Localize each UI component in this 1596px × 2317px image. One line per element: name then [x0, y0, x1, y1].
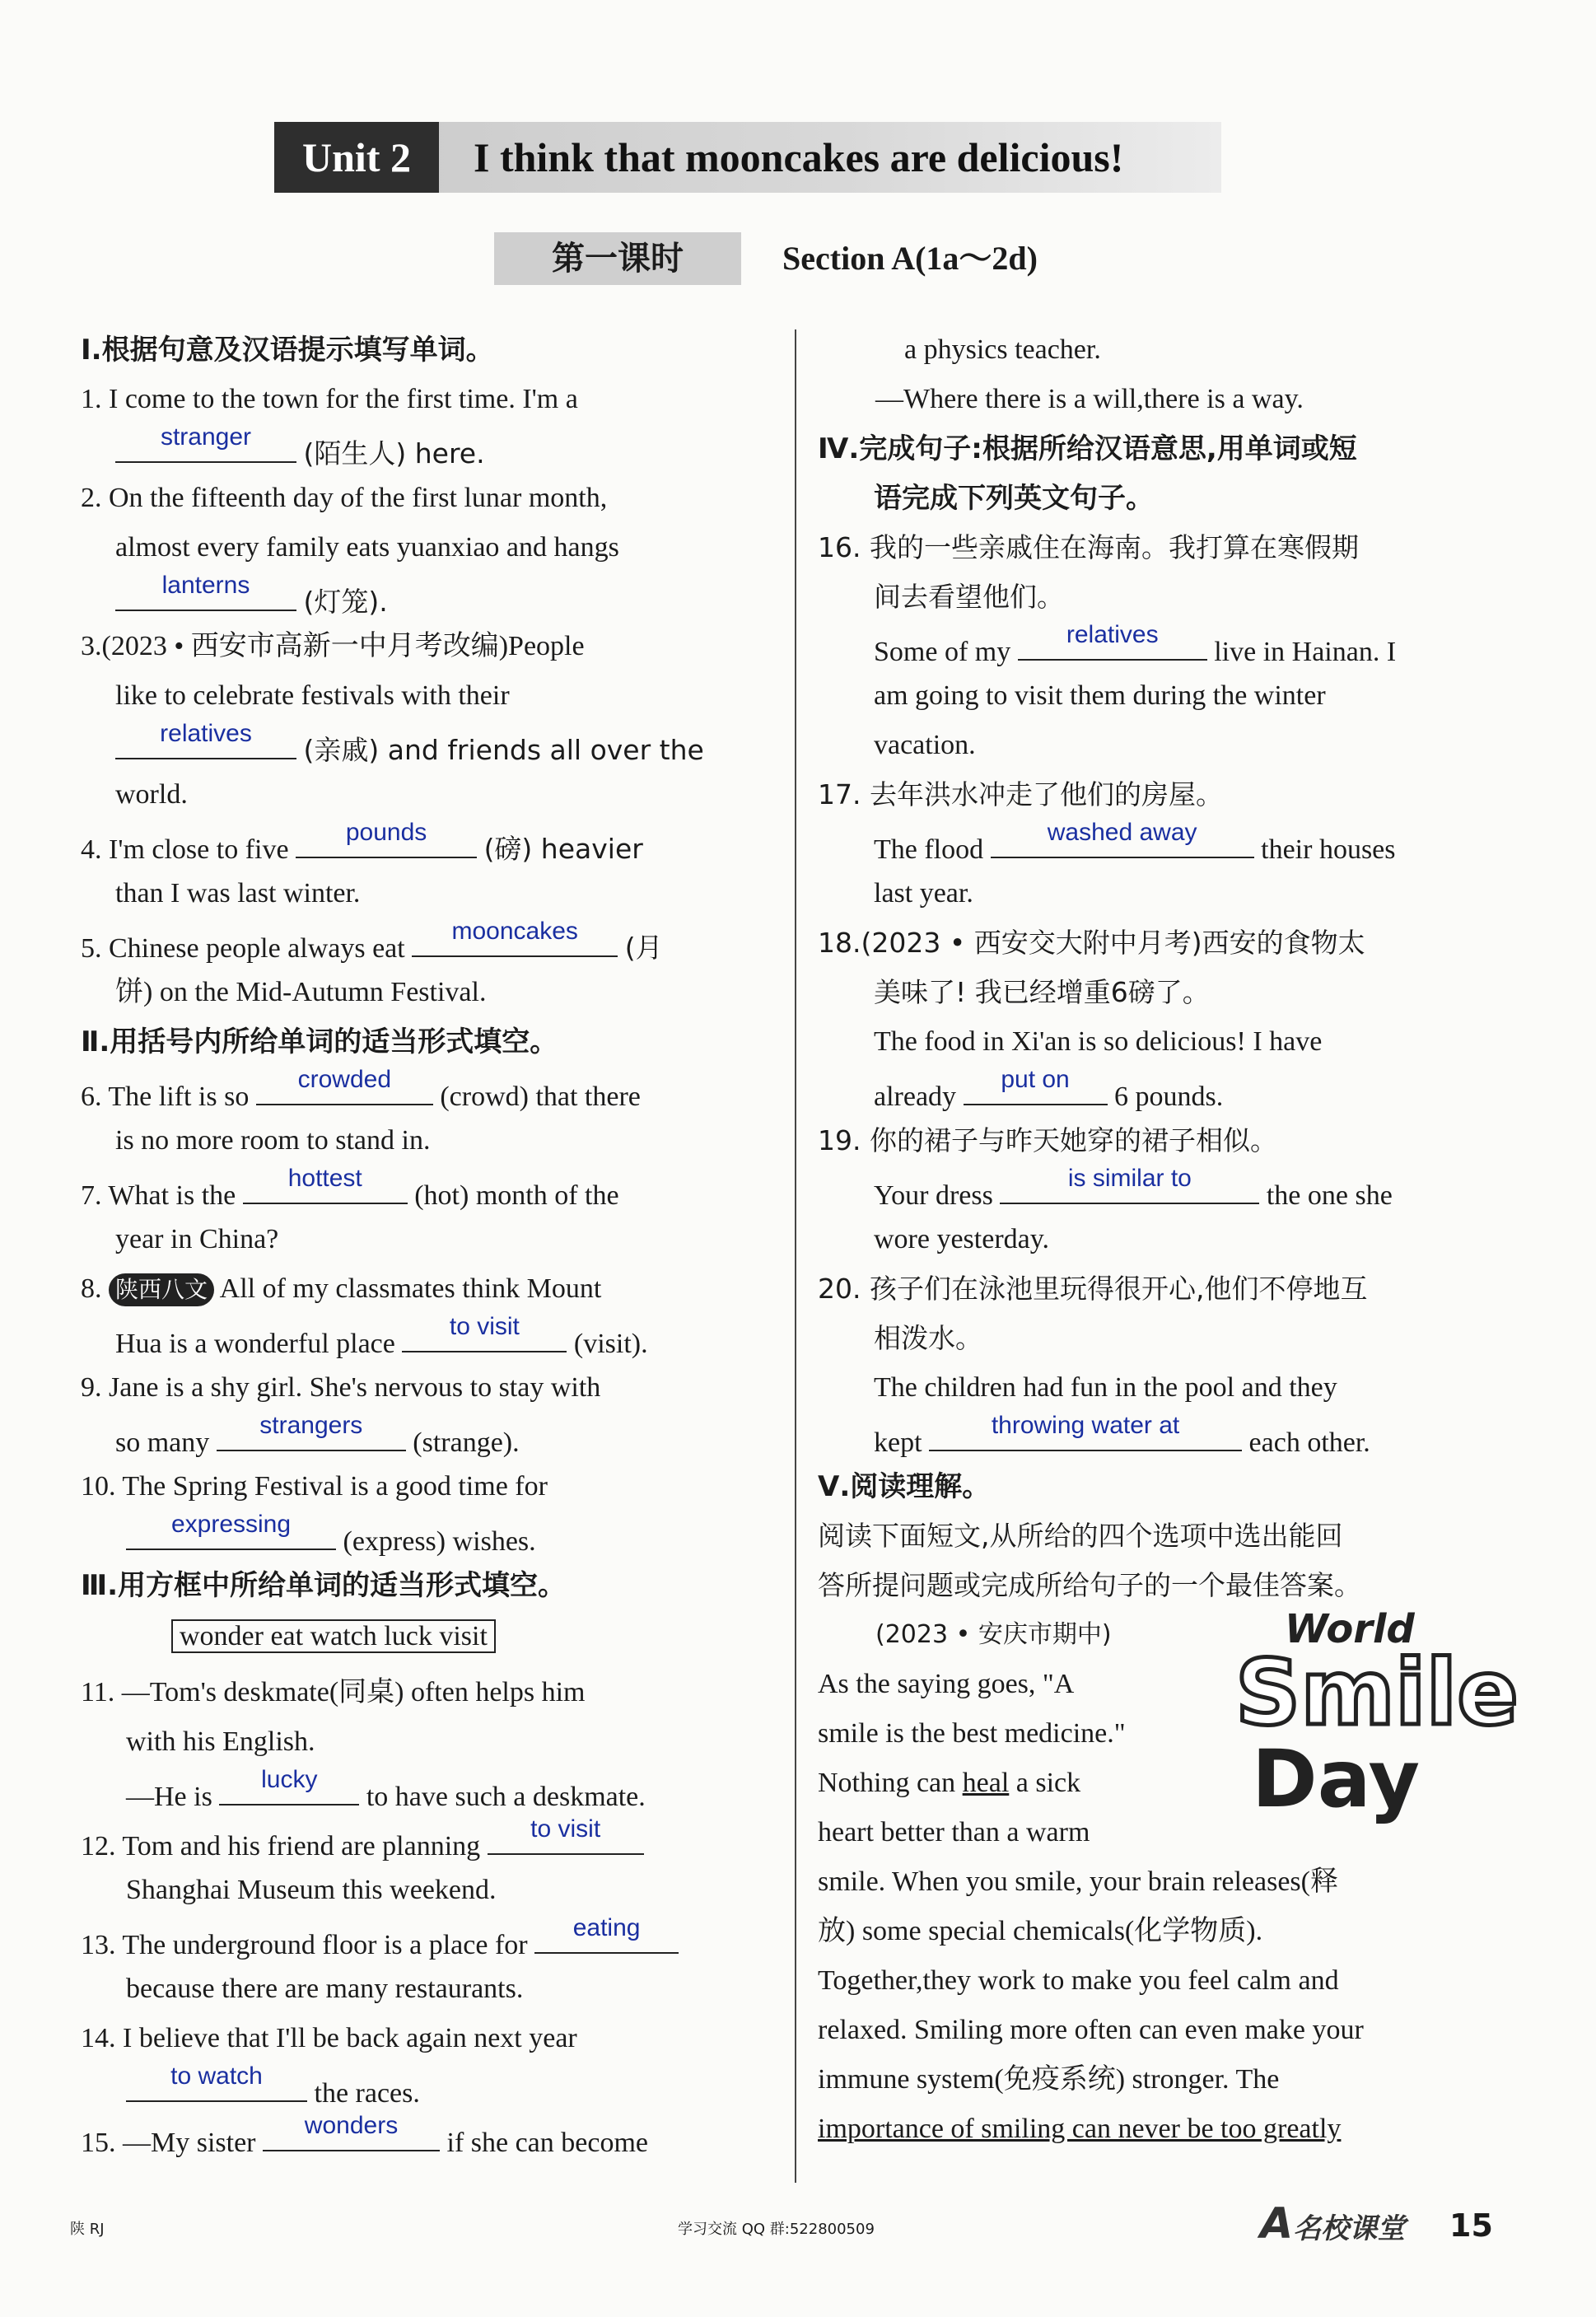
section-title: Section A(1a～2d) — [782, 240, 1038, 277]
passage-line: heart better than a warm — [818, 1817, 1090, 1848]
world-smile-day-image: World Smile Day — [1235, 1606, 1519, 1825]
passage-line: immune system(免疫系统) stronger. The — [818, 2064, 1280, 2095]
answer-blank[interactable]: hottest — [243, 1170, 408, 1204]
answer-blank[interactable]: put on — [964, 1071, 1108, 1105]
question-20-cont: kept throwing water at each other. — [874, 1412, 1370, 1458]
unit-label: Unit 2 — [274, 122, 439, 193]
answer-blank[interactable]: expressing — [126, 1516, 336, 1550]
question-3-cont: world. — [115, 779, 188, 810]
page-number: 15 — [1449, 2207, 1493, 2244]
passage-line: 放) some special chemicals(化学物质). — [818, 1916, 1263, 1946]
section-heading: Ⅱ.用括号内所给单词的适当形式填空。 — [81, 1025, 558, 1058]
footer-edition: 陕 RJ — [70, 2221, 105, 2238]
question-17: 17. 去年洪水冲走了他们的房屋。 — [818, 778, 1223, 810]
answer-blank[interactable]: strangers — [217, 1417, 406, 1451]
passage-line: relaxed. Smiling more often can even make your — [818, 2015, 1364, 2045]
question-20: 20. 孩子们在泳池里玩得很开心,他们不停地互 — [818, 1273, 1368, 1305]
region-tag: 陕西八文 — [109, 1273, 214, 1306]
question-19-cont: Your dress is similar to the one she — [874, 1165, 1393, 1211]
answer-blank[interactable]: crowded — [256, 1071, 433, 1105]
unit-title: I think that mooncakes are delicious! — [474, 134, 1124, 180]
answer-blank[interactable]: washed away — [991, 824, 1254, 858]
question-4-cont: than I was last winter. — [115, 878, 361, 909]
footer-qq-group: 学习交流 QQ 群:522800509 — [678, 2221, 875, 2238]
question-16-cont: Some of my relatives live in Hainan. I — [874, 621, 1397, 667]
passage-line: importance of smiling can never be too greatly — [818, 2114, 1342, 2144]
answer-blank[interactable]: relatives — [115, 725, 296, 759]
question-2-cont: almost every family eats yuanxiao and hangs — [115, 532, 619, 563]
section-heading: Ⅲ.用方框中所给单词的适当形式填空。 — [81, 1569, 567, 1602]
question-4: 4. I'm close to five pounds (磅) heavier — [81, 819, 643, 865]
answer-blank[interactable]: mooncakes — [412, 923, 618, 957]
logo-a-icon: A — [1260, 2199, 1294, 2249]
question-3-cont: like to celebrate festivals with their — [115, 680, 510, 711]
section-heading: Ⅴ.阅读理解。 — [818, 1470, 991, 1503]
reading-instruction: 答所提问题或完成所给句子的一个最佳答案。 — [818, 1569, 1361, 1601]
answer-blank[interactable]: lanterns — [115, 577, 296, 611]
question-12: 12. Tom and his friend are planning to visit — [81, 1820, 644, 1867]
question-6-cont: is no more room to stand in. — [115, 1125, 431, 1156]
question-16-cont: 间去看望他们。 — [874, 581, 1064, 613]
answer-blank[interactable]: to visit — [488, 1820, 644, 1855]
section-heading: Ⅰ.根据句意及汉语提示填写单词。 — [81, 334, 494, 367]
answer-blank[interactable]: pounds — [296, 824, 477, 858]
question-2-cont: lanterns (灯笼). — [115, 577, 388, 624]
question-6: 6. The lift is so crowded (crowd) that there — [81, 1066, 641, 1112]
question-16: 16. 我的一些亲戚住在海南。我打算在寒假期 — [818, 531, 1359, 563]
question-3: 3.(2023 • 西安市高新一中月考改编)People — [81, 631, 585, 661]
question-18: 18.(2023 • 西安交大附中月考)西安的食物太 — [818, 927, 1365, 959]
question-18-cont: 美味了! 我已经增重6磅了。 — [874, 976, 1210, 1008]
question-15-cont: —Where there is a will,there is a way. — [875, 384, 1304, 414]
question-11: 11. —Tom's deskmate(同桌) often helps him — [81, 1677, 586, 1707]
question-10: 10. The Spring Festival is a good time for — [81, 1471, 548, 1502]
brand-logo: A名校课堂 — [1260, 2199, 1406, 2249]
question-13-cont: because there are many restaurants. — [126, 1974, 524, 2004]
question-16-cont: vacation. — [874, 730, 976, 760]
question-15-cont: a physics teacher. — [904, 334, 1101, 365]
column-divider — [795, 329, 796, 2183]
answer-blank[interactable]: to watch — [126, 2067, 307, 2102]
question-11-cont: with his English. — [126, 1726, 315, 1757]
question-1-cont: stranger (陌生人) here. — [115, 428, 485, 475]
passage-line: smile. When you smile, your brain releases(释 — [818, 1866, 1338, 1897]
question-17-cont: last year. — [874, 878, 973, 909]
question-20-cont: 相泼水。 — [874, 1322, 982, 1354]
question-5: 5. Chinese people always eat mooncakes (月 — [81, 918, 663, 964]
question-11-cont: —He is lucky to have such a deskmate. — [126, 1766, 646, 1812]
question-8-cont: Hua is a wonderful place to visit (visit). — [115, 1313, 648, 1359]
question-14-cont: to watch the races. — [126, 2067, 420, 2114]
question-2: 2. On the fifteenth day of the first lunar month, — [81, 483, 608, 513]
question-9-cont: so many strangers (strange). — [115, 1412, 520, 1458]
question-8: 8. 陕西八文 All of my classmates think Mount — [81, 1268, 601, 1310]
section-heading: Ⅳ.完成句子:根据所给汉语意思,用单词或短 — [818, 432, 1357, 465]
word-box: wonder eat watch luck visit — [171, 1616, 496, 1657]
answer-blank[interactable]: throwing water at — [929, 1417, 1242, 1451]
question-10-cont: expressing (express) wishes. — [126, 1516, 536, 1563]
answer-blank[interactable]: relatives — [1018, 626, 1207, 661]
question-5-cont: 饼) on the Mid-Autumn Festival. — [115, 977, 487, 1007]
question-7: 7. What is the hottest (hot) month of the — [81, 1165, 619, 1211]
passage-line: smile is the best medicine." — [818, 1718, 1126, 1749]
question-19-cont: wore yesterday. — [874, 1224, 1050, 1254]
question-15: 15. —My sister wonders if she can become — [81, 2112, 648, 2158]
answer-blank[interactable]: is similar to — [1000, 1170, 1259, 1204]
question-12-cont: Shanghai Museum this weekend. — [126, 1875, 497, 1905]
question-3-cont: relatives (亲戚) and friends all over the — [115, 725, 704, 772]
question-1: 1. I come to the town for the first time. I'm a — [81, 384, 578, 414]
question-14: 14. I believe that I'll be back again next year — [81, 2023, 577, 2053]
answer-blank[interactable]: eating — [534, 1919, 679, 1954]
question-20-cont: The children had fun in the pool and they — [874, 1372, 1337, 1403]
question-16-cont: am going to visit them during the winter — [874, 680, 1326, 711]
passage-line: Together,they work to make you feel calm and — [818, 1965, 1339, 1996]
question-18-cont: The food in Xi'an is so delicious! I have — [874, 1026, 1323, 1057]
question-18-cont: already put on 6 pounds. — [874, 1066, 1224, 1112]
question-7-cont: year in China? — [115, 1224, 279, 1254]
question-13: 13. The underground floor is a place for eating — [81, 1919, 679, 1966]
question-9: 9. Jane is a shy girl. She's nervous to stay with — [81, 1372, 601, 1403]
lesson-label: 第一课时 — [494, 232, 741, 285]
answer-blank[interactable]: wonders — [263, 2117, 440, 2151]
reading-instruction: 阅读下面短文,从所给的四个选项中选出能回 — [818, 1520, 1343, 1552]
section-heading-cont: 语完成下列英文句子。 — [874, 482, 1154, 515]
answer-blank[interactable]: stranger — [115, 428, 296, 463]
passage-source: (2023 • 安庆市期中) — [875, 1620, 1112, 1649]
passage-line: As the saying goes, "A — [818, 1669, 1075, 1699]
answer-blank[interactable]: to visit — [402, 1318, 567, 1352]
question-19: 19. 你的裙子与昨天她穿的裙子相似。 — [818, 1124, 1277, 1156]
passage-line: Nothing can heal a sick — [818, 1768, 1081, 1798]
question-17-cont: The flood washed away their houses — [874, 819, 1396, 865]
answer-blank[interactable]: lucky — [219, 1771, 359, 1805]
